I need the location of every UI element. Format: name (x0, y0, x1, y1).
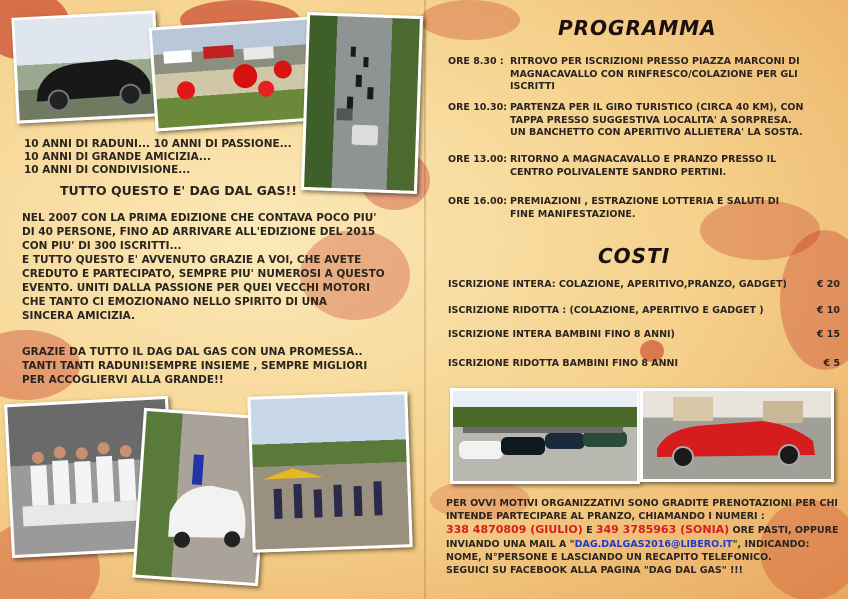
phone-giulio[interactable]: 338 4870809 (GIULIO) (446, 523, 583, 536)
info-line-3 (446, 523, 838, 537)
paragraph2-line-1: GRAZIE DA TUTTO IL DAG DAL GAS CON UNA PROMESSA.. (22, 346, 363, 358)
cost-price: € 20 (816, 279, 840, 290)
cost-price: € 5 (823, 358, 840, 369)
paragraph1-line-2: DI 40 PERSONE, FINO AD ARRIVARE ALL'EDIZIONE DEL 2015 (22, 226, 376, 238)
program-desc: PARTENZA PER IL GIRO TURISTICO (CIRCA 40 KM), CON TAPPA PRESSO SUGGESTIVA LOCALITA' A SORPRESA. UN BANCHETTO CON APERITIVO ALLIETERA' LA SOSTA. (510, 102, 804, 138)
photo-poppies-parking (149, 16, 318, 131)
paragraph1-line-8: SINCERA AMICIZIA. (22, 310, 135, 322)
photo-red-car (640, 388, 834, 482)
photo-black-car (11, 10, 160, 123)
program-time: ORE 13.00: (448, 154, 508, 165)
paragraph2-line-3: PER ACCOGLIERVI ALLA GRANDE!! (22, 374, 224, 386)
cost-label: ISCRIZIONE INTERA BAMBINI FINO 8 ANNI) (448, 329, 675, 340)
program-desc: RITORNO A MAGNACAVALLO E PRANZO PRESSO IL CENTRO POLIVALENTE SANDRO PERTINI. (510, 154, 777, 178)
info-line-4-head: INVIANDO UNA MAIL A " (446, 539, 575, 550)
costi-title: COSTI (598, 244, 671, 268)
photo-motorbikes-road (301, 12, 423, 194)
paragraph1-line-7: CHE TANTO CI EMOZIONANO NELLO SPIRITO DI UNA (22, 296, 328, 308)
intro-line-1: 10 ANNI DI RADUNI... 10 ANNI DI PASSIONE... (24, 138, 292, 150)
email-link[interactable]: DAG.DALGAS2016@LIBERO.IT (574, 539, 733, 550)
intro-line-2: 10 ANNI DI GRANDE AMICIZIA... (24, 151, 211, 163)
program-row-4 (448, 196, 779, 221)
info-line-5: NOME, N°PERSONE E LASCIANDO UN RECAPITO TELEFONICO. (446, 552, 772, 563)
cost-row-2 (448, 305, 840, 316)
paint-splat (420, 0, 520, 40)
cost-label: ISCRIZIONE RIDOTTA : (COLAZIONE, APERITIVO E GADGET ) (448, 305, 764, 316)
cost-price: € 15 (816, 329, 840, 340)
info-line-4-tail: ", INDICANDO: (732, 539, 810, 550)
paragraph1-line-5: CREDUTO E PARTECIPATO, SEMPRE PIU' NUMEROSI A QUESTO (22, 268, 385, 280)
cost-price: € 10 (816, 305, 840, 316)
info-line-1: PER OVVI MOTIVI ORGANIZZATIVI SONO GRADITE PRENOTAZIONI PER CHI (446, 498, 838, 509)
program-time: ORE 10.30: (448, 102, 508, 113)
conjunction: E (582, 525, 596, 536)
phone-sonia[interactable]: 349 3785963 (SONIA) (595, 523, 730, 536)
paragraph1-line-1: NEL 2007 CON LA PRIMA EDIZIONE CHE CONTAVA POCO PIU' (22, 212, 377, 224)
cost-row-4 (448, 358, 840, 369)
cost-label: ISCRIZIONE RIDOTTA BAMBINI FINO 8 ANNI (448, 358, 679, 369)
program-time: ORE 8.30 : (448, 56, 504, 67)
cost-row-3 (448, 329, 840, 340)
program-desc: RITROVO PER ISCRIZIONI PRESSO PIAZZA MARCONI DI MAGNACAVALLO CON RINFRESCO/COLAZIONE PER GLI ISCRITTI (510, 56, 800, 92)
paragraph1-line-4: E TUTTO QUESTO E' AVVENUTO GRAZIE A VOI, CHE AVETE (22, 254, 362, 266)
fold-line (424, 0, 426, 599)
paragraph1-line-3: CON PIU' DI 300 ISCRITTI... (22, 240, 182, 252)
photo-cars-lineup (450, 388, 640, 484)
slogan: TUTTO QUESTO E' DAG DAL GAS!! (60, 183, 297, 198)
program-row-2 (448, 102, 803, 140)
paragraph1-line-6: EVENTO. UNITI DALLA PASSIONE PER QUEI VECCHI MOTORI (22, 282, 370, 294)
intro-line-3: 10 ANNI DI CONDIVISIONE... (24, 164, 191, 176)
program-desc: PREMIAZIONI , ESTRAZIONE LOTTERIA E SALUTI DI FINE MANIFESTAZIONE. (510, 196, 780, 220)
cost-label: ISCRIZIONE INTERA: COLAZIONE, APERITIVO,PRANZO, GADGET) (448, 279, 787, 290)
programma-title: PROGRAMMA (558, 16, 717, 40)
info-line-6: SEGUICI SU FACEBOOK ALLA PAGINA "DAG DAL GAS" !!! (446, 565, 743, 576)
info-line-3-tail: ORE PASTI, OPPURE (729, 525, 839, 536)
program-row-3 (448, 154, 776, 179)
info-line-4 (446, 538, 809, 551)
cost-row-1 (448, 279, 840, 290)
program-row-1 (448, 56, 800, 94)
info-line-2: INTENDE PARTECIPARE AL PRANZO, CHIAMANDO I NUMERI : (446, 511, 765, 522)
program-time: ORE 16.00: (448, 196, 508, 207)
paragraph2-line-2: TANTI TANTI RADUNI!SEMPRE INSIEME , SEMPRE MIGLIORI (22, 360, 368, 372)
photo-crowd-market (247, 391, 412, 552)
